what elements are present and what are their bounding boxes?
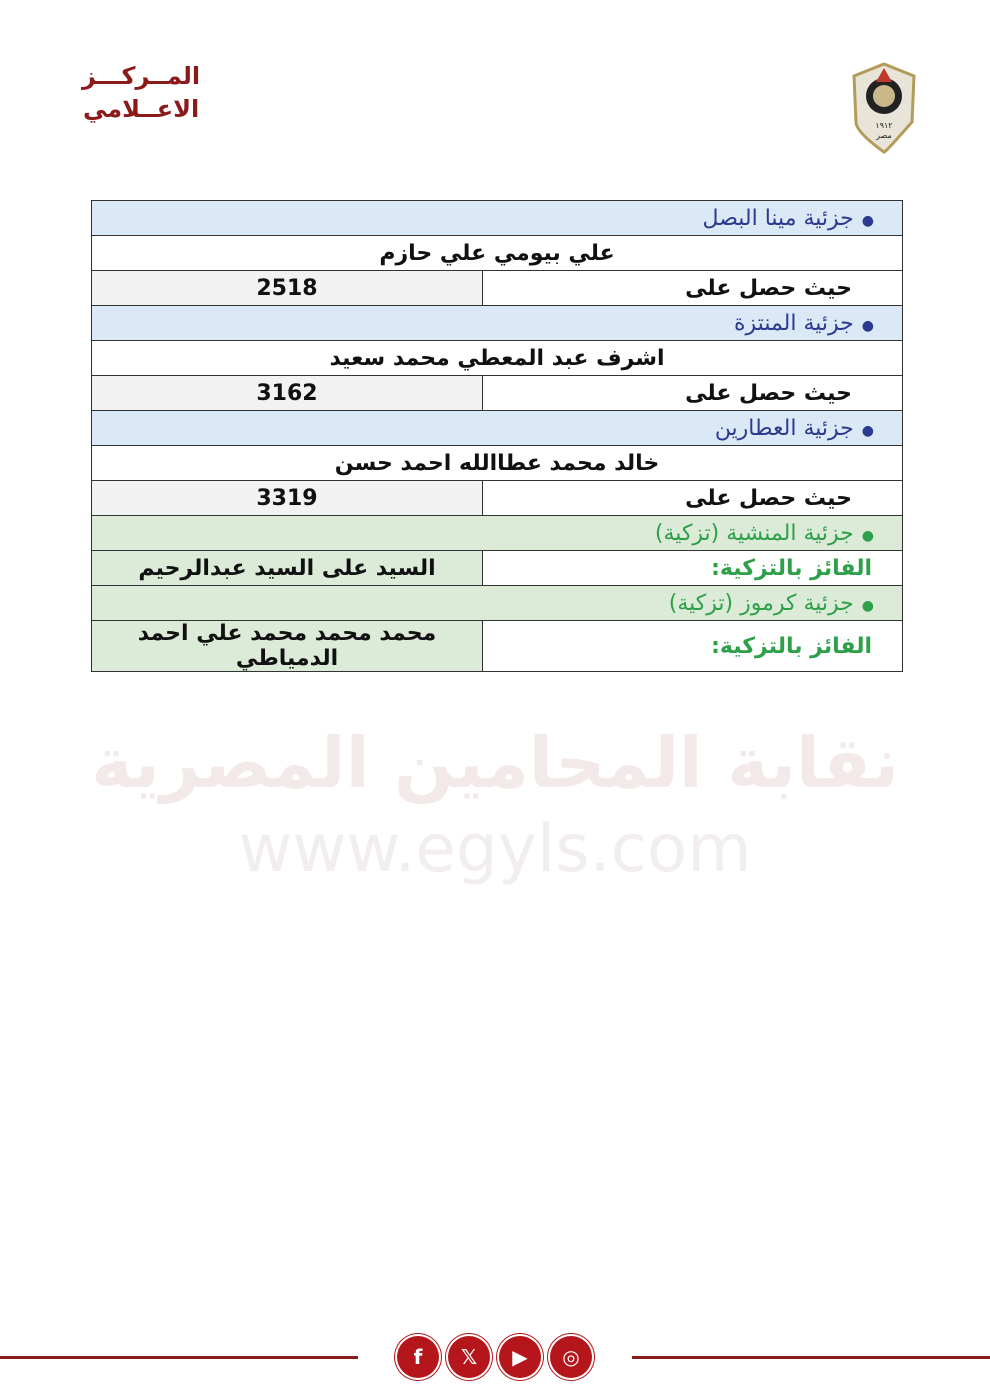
- footer-line-left: [0, 1356, 358, 1359]
- section-title: جزئية كرموز (تزكية): [668, 590, 854, 616]
- instagram-icon[interactable]: ◎: [550, 1336, 592, 1378]
- tazkia-winner: محمد محمد محمد علي احمد الدمياطي: [92, 621, 483, 672]
- tazkia-header-row: [92, 516, 903, 551]
- tazkia-winner: السيد على السيد عبدالرحيم: [92, 551, 483, 586]
- facebook-icon[interactable]: f: [397, 1336, 439, 1378]
- x-icon[interactable]: 𝕏: [448, 1336, 490, 1378]
- watermark-url: www.egyls.com: [238, 810, 752, 887]
- bullet-icon: ●: [861, 422, 874, 439]
- section-title: جزئية العطارين: [714, 415, 854, 441]
- bullet-icon: ●: [861, 317, 874, 334]
- bullet-icon: ●: [861, 527, 874, 544]
- section-title: جزئية مينا البصل: [702, 205, 854, 231]
- winner-name-row: [92, 236, 903, 271]
- emblem-year: ١٩١٢: [875, 121, 893, 130]
- winner-name-row: [92, 341, 903, 376]
- results-table: [91, 200, 903, 672]
- youtube-icon[interactable]: ▶: [499, 1336, 541, 1378]
- votes-label: حيث حصل على: [483, 271, 903, 306]
- brand-line-1: المــركـــز: [82, 62, 201, 90]
- footer-line-right: [632, 1356, 990, 1359]
- tazkia-label: الفائز بالتزكية:: [483, 551, 903, 586]
- votes-row: [92, 481, 903, 516]
- emblem-country: مصر: [876, 131, 892, 140]
- watermark-title: نقابة المحامين المصرية: [91, 722, 899, 804]
- winner-name: علي بيومي علي حازم: [92, 236, 903, 271]
- votes-label: حيث حصل على: [483, 481, 903, 516]
- tazkia-header-row: [92, 586, 903, 621]
- winner-name: اشرف عبد المعطي محمد سعيد: [92, 341, 903, 376]
- media-center-logo: [82, 60, 200, 126]
- bullet-icon: ●: [861, 212, 874, 229]
- section-header-row: [92, 411, 903, 446]
- tazkia-winner-row: [92, 621, 903, 672]
- tazkia-label: الفائز بالتزكية:: [483, 621, 903, 672]
- votes-row: [92, 271, 903, 306]
- votes-value: 3319: [92, 481, 483, 516]
- votes-value: 3162: [92, 376, 483, 411]
- brand-line-2: الاعــلامي: [82, 95, 200, 123]
- votes-row: [92, 376, 903, 411]
- winner-name: خالد محمد عطاالله احمد حسن: [92, 446, 903, 481]
- section-header-row: [92, 306, 903, 341]
- bar-association-emblem: [848, 62, 920, 154]
- bullet-icon: ●: [861, 597, 874, 614]
- votes-value: 2518: [92, 271, 483, 306]
- votes-label: حيث حصل على: [483, 376, 903, 411]
- tazkia-winner-row: [92, 551, 903, 586]
- section-header-row: [92, 201, 903, 236]
- winner-name-row: [92, 446, 903, 481]
- section-title: جزئية المنشية (تزكية): [654, 520, 854, 546]
- section-title: جزئية المنتزة: [734, 310, 854, 336]
